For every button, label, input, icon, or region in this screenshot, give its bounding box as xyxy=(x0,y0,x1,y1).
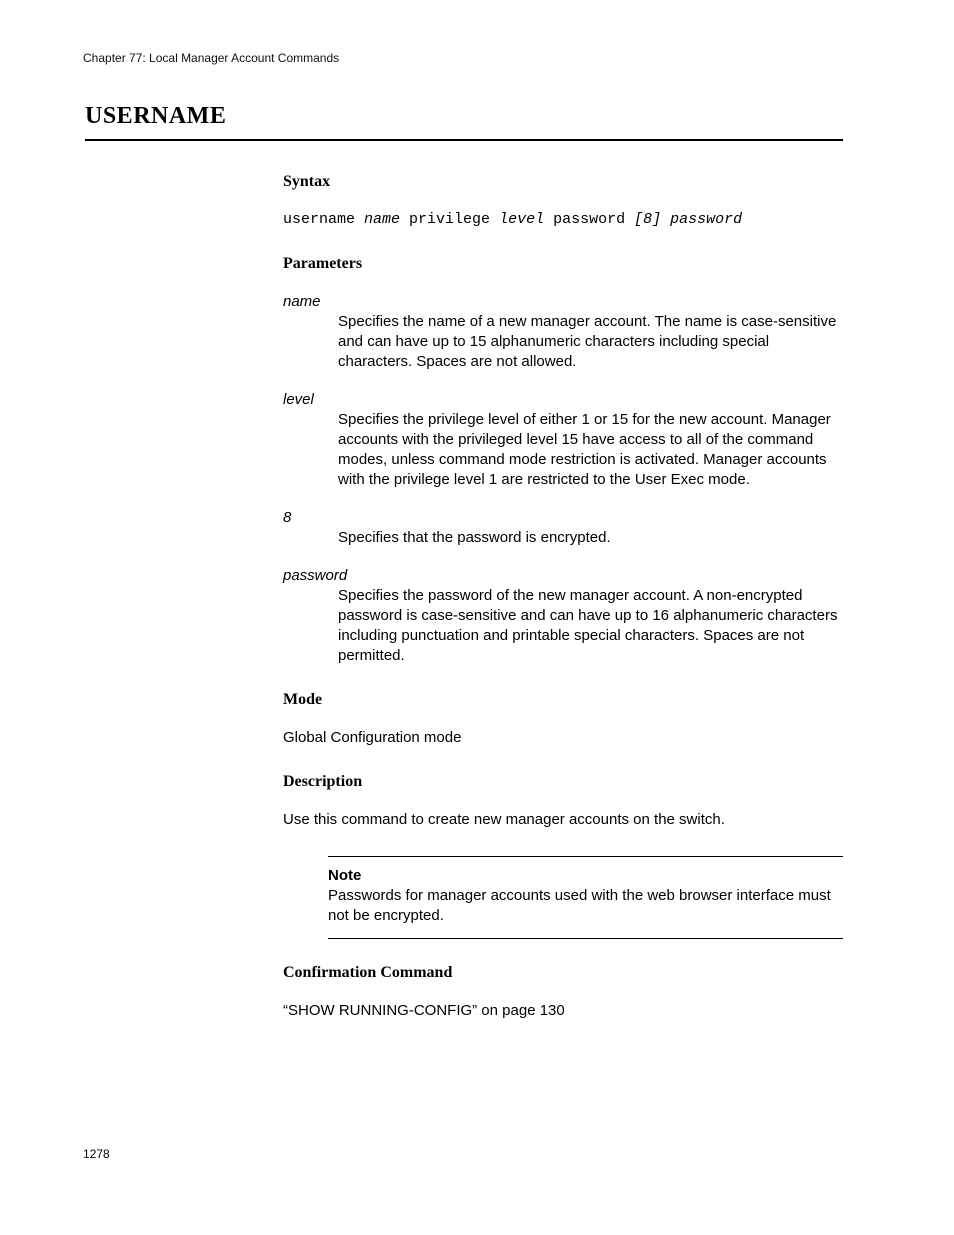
main-content xyxy=(283,172,843,1021)
code-keyword-privilege: privilege xyxy=(400,211,500,228)
confirmation-command-heading: Confirmation Command xyxy=(283,964,453,981)
title-block xyxy=(85,103,843,141)
confirmation-reference: “SHOW RUNNING-CONFIG” on page 130 xyxy=(283,1002,565,1019)
code-var-level: level xyxy=(499,211,545,228)
parameters-heading: Parameters xyxy=(283,255,363,272)
mode-heading: Mode xyxy=(283,691,323,708)
note-box xyxy=(328,856,843,939)
running-header: Chapter 77: Local Manager Account Commands xyxy=(83,51,340,65)
code-var-password: password xyxy=(661,211,743,228)
code-var-name: name xyxy=(364,211,401,228)
parameter-definition: Specifies that the password is encrypted. xyxy=(338,529,611,546)
syntax-code xyxy=(283,210,843,230)
mode-text: Global Configuration mode xyxy=(283,729,462,746)
note-heading: Note xyxy=(328,867,362,884)
parameter-item xyxy=(283,508,843,548)
parameter-term: name xyxy=(283,293,321,310)
note-text: Passwords for manager accounts used with the web browser interface must not be encrypted. xyxy=(328,887,831,924)
code-var-8: [8] xyxy=(634,211,662,228)
code-keyword-username: username xyxy=(283,211,365,228)
parameter-term: level xyxy=(283,391,314,408)
code-keyword-password: password xyxy=(544,211,635,228)
parameter-item xyxy=(283,292,843,372)
parameter-definition: Specifies the password of the new manager account. A non-encrypted password is case-sensitive and can have up to 16 alphanumeric characters including punctuation and printable special characters. Spaces are not permitted. xyxy=(338,587,838,664)
parameter-item xyxy=(283,566,843,666)
parameter-definition: Specifies the name of a new manager account. The name is case-sensitive and can have up to 15 alphanumeric characters including special characters. Spaces are not allowed. xyxy=(338,313,837,370)
parameter-term: 8 xyxy=(283,509,292,526)
description-text: Use this command to create new manager accounts on the switch. xyxy=(283,811,725,828)
page-title: USERNAME xyxy=(85,103,227,129)
parameter-item xyxy=(283,390,843,490)
footer-page-number: 1278 xyxy=(83,1147,110,1161)
parameter-term: password xyxy=(283,567,348,584)
syntax-heading: Syntax xyxy=(283,173,331,190)
description-heading: Description xyxy=(283,773,363,790)
parameter-definition: Specifies the privilege level of either 1 or 15 for the new account. Manager accounts with the privileged level 15 have access to all of the command modes, unless command mode restriction is activated. Manager accounts with the privilege level 1 are restricted to the User Exec mode. xyxy=(338,411,831,488)
